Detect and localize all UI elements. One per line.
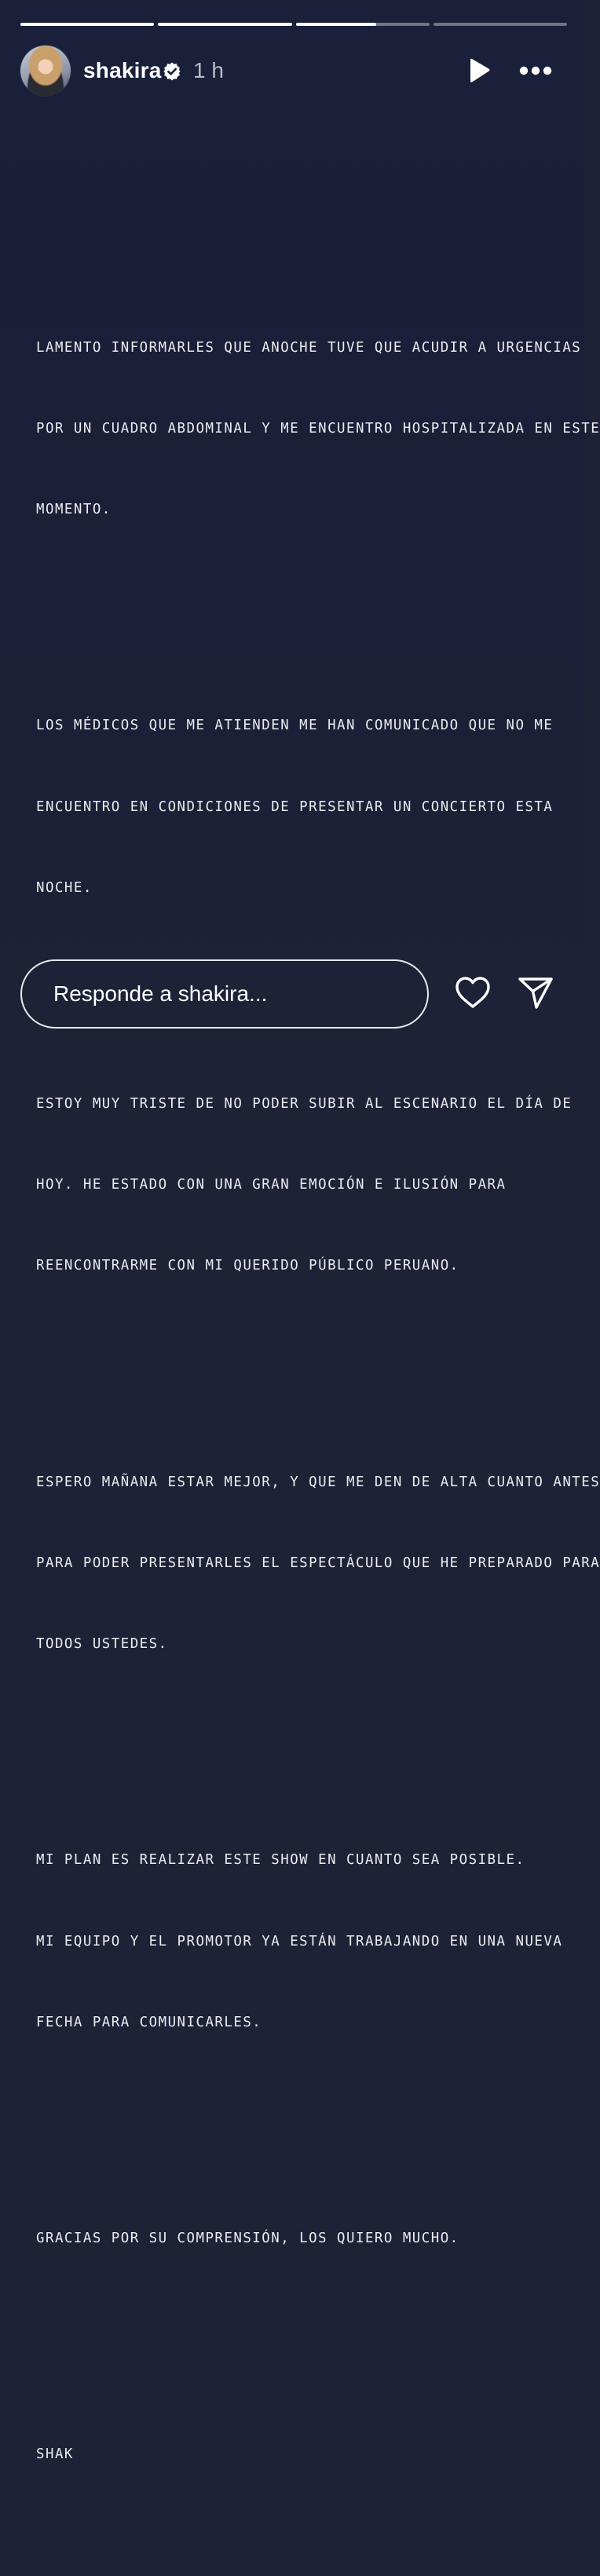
message-line: MI EQUIPO Y EL PROMOTOR YA ESTÁN TRABAJANDO EN UNA NUEVA: [36, 1933, 563, 1949]
message-paragraph-3: [36, 1036, 578, 1333]
message-line: TODOS USTEDES.: [36, 1636, 168, 1653]
more-options-button[interactable]: [517, 61, 554, 80]
verified-badge-icon: [162, 61, 182, 82]
message-paragraph-1: [36, 280, 600, 577]
story-message: [36, 226, 600, 2576]
message-paragraph-5: [36, 1793, 578, 2090]
play-button[interactable]: [466, 57, 492, 85]
more-horizontal-icon: [517, 61, 554, 80]
heart-icon: [454, 975, 492, 1011]
message-line: LOS MÉDICOS QUE ME ATIENDEN ME HAN COMUNICADO QUE NO ME: [36, 718, 554, 734]
story-header: [20, 46, 564, 96]
message-line: MOMENTO.: [36, 502, 112, 518]
post-time: 1 h: [193, 58, 224, 82]
message-line: MI PLAN ES REALIZAR ESTE SHOW EN CUANTO SEA POSIBLE.: [36, 1852, 525, 1869]
message-line: ESPERO MAÑANA ESTAR MEJOR, Y QUE ME DEN DE ALTA CUANTO ANTES: [36, 1474, 600, 1490]
send-icon: [517, 975, 554, 1011]
progress-segment-1: [20, 23, 154, 26]
message-paragraph-2: [36, 658, 578, 955]
like-button[interactable]: [454, 975, 492, 1011]
avatar[interactable]: [20, 46, 71, 96]
message-line: GRACIAS POR SU COMPRENSIÓN, LOS QUIERO MUCHO.: [36, 2230, 459, 2246]
message-line: HOY. HE ESTADO CON UNA GRAN EMOCIÓN E ILUSIÓN PARA: [36, 1177, 507, 1193]
message-signature: [36, 2387, 578, 2522]
play-icon: [466, 57, 492, 85]
message-line: FECHA PARA COMUNICARLES.: [36, 2014, 262, 2030]
message-line: REENCONTRARME CON MI QUERIDO PÚBLICO PERUANO.: [36, 1258, 459, 1274]
message-paragraph-4: [36, 1415, 600, 1712]
message-line: POR UN CUADRO ABDOMINAL Y ME ENCUENTRO HOSPITALIZADA EN ESTE: [36, 420, 600, 437]
story-progress-bar: [20, 23, 567, 27]
message-line: ESTOY MUY TRISTE DE NO PODER SUBIR AL ESCENARIO EL DÍA DE: [36, 1095, 573, 1112]
progress-segment-4: [434, 23, 567, 26]
message-line: SHAK: [36, 2446, 74, 2463]
message-line: NOCHE.: [36, 879, 93, 896]
message-line: PARA PODER PRESENTARLES EL ESPECTÁCULO QUE HE PREPARADO PARA: [36, 1555, 600, 1571]
message-line: LAMENTO INFORMARLES QUE ANOCHE TUVE QUE ACUDIR A URGENCIAS: [36, 339, 582, 356]
send-button[interactable]: [517, 975, 554, 1011]
reply-input[interactable]: [20, 959, 429, 1029]
username[interactable]: shakira: [83, 58, 162, 82]
progress-segment-2: [158, 23, 291, 26]
progress-segment-3: [296, 23, 430, 26]
message-line: ENCUENTRO EN CONDICIONES DE PRESENTAR UN CONCIERTO ESTA: [36, 798, 554, 815]
message-paragraph-6: [36, 2171, 578, 2306]
